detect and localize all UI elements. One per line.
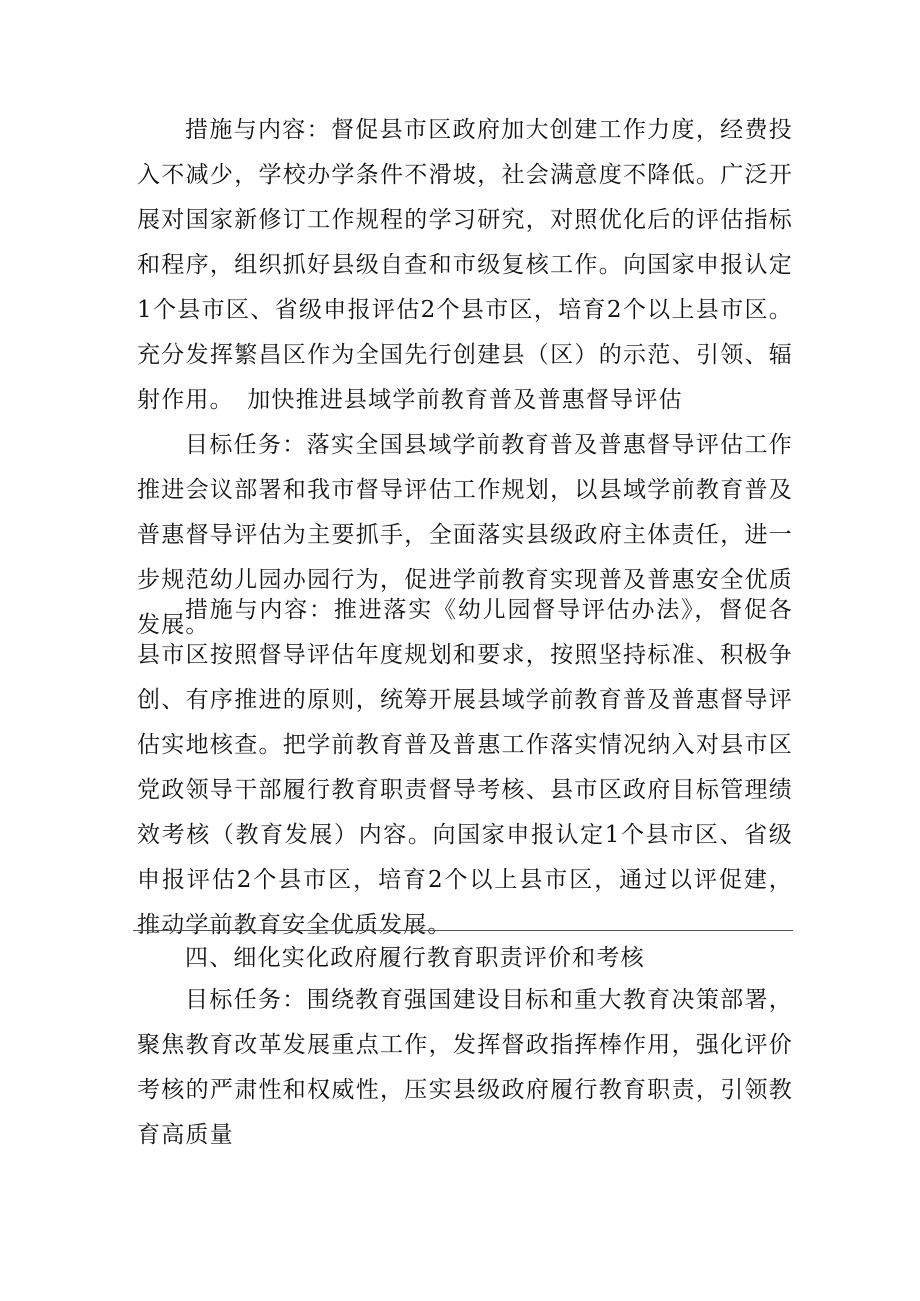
paragraph-target-evaluation: 目标任务：围绕教育强国建设目标和重大教育决策部署，聚焦教育改革发展重点工作，发挥督政指挥棒作用，强化评价考核的严肃性和权威性，压实县级政府履行教育职责，引领教育高质量 — [137, 987, 793, 1148]
paragraph-measures-creation: 措施与内容：督促县市区政府加大创建工作力度，经费投入不减少，学校办学条件不滑坡，社会满意度不降低。广泛开展对国家新修订工作规程的学习研究，对照优化后的评估指标和程序，组织抓好县级自查和市级复核工作。向国家申报认定1个县市区、省级申报评估2个县市区，培育2个以上县市区。充分发挥繁昌区作为全国先行创建县（区）的示范、引领、辐射作用。 — [137, 117, 793, 413]
section-divider — [133, 930, 793, 931]
section-heading-preschool: 加快推进县域学前教育普及普惠督导评估 — [247, 387, 683, 413]
section-heading-evaluation: 四、细化实化政府履行教育职责评价和考核 — [185, 945, 645, 971]
paragraph-measures-preschool: 措施与内容：推进落实《幼儿园督导评估办法》，督促各县市区按照督导评估年度规划和要求，按照坚持标准、积极争创、有序推进的原则，统筹开展县域学前教育普及普惠督导评估实地核查。把学前教育普及普惠工作落实情况纳入对县市区党政领导干部履行教育职责督导考核、县市区政府目标管理绩效考核（教育发展）内容。向国家申报认定1个县市区、省级申报评估2个县市区，培育2个以上县市区，通过以评促建，推动学前教育安全优质发展。 — [137, 597, 793, 938]
paragraph-target-preschool: 目标任务：落实全国县域学前教育普及普惠督导评估工作推进会议部署和我市督导评估工作规划，以县域学前教育普及普惠督导评估为主要抓手，全面落实县级政府主体责任，进一步规范幼儿园办园行为，促进学前教育实现普及普惠安全优质发展。 — [137, 432, 793, 638]
